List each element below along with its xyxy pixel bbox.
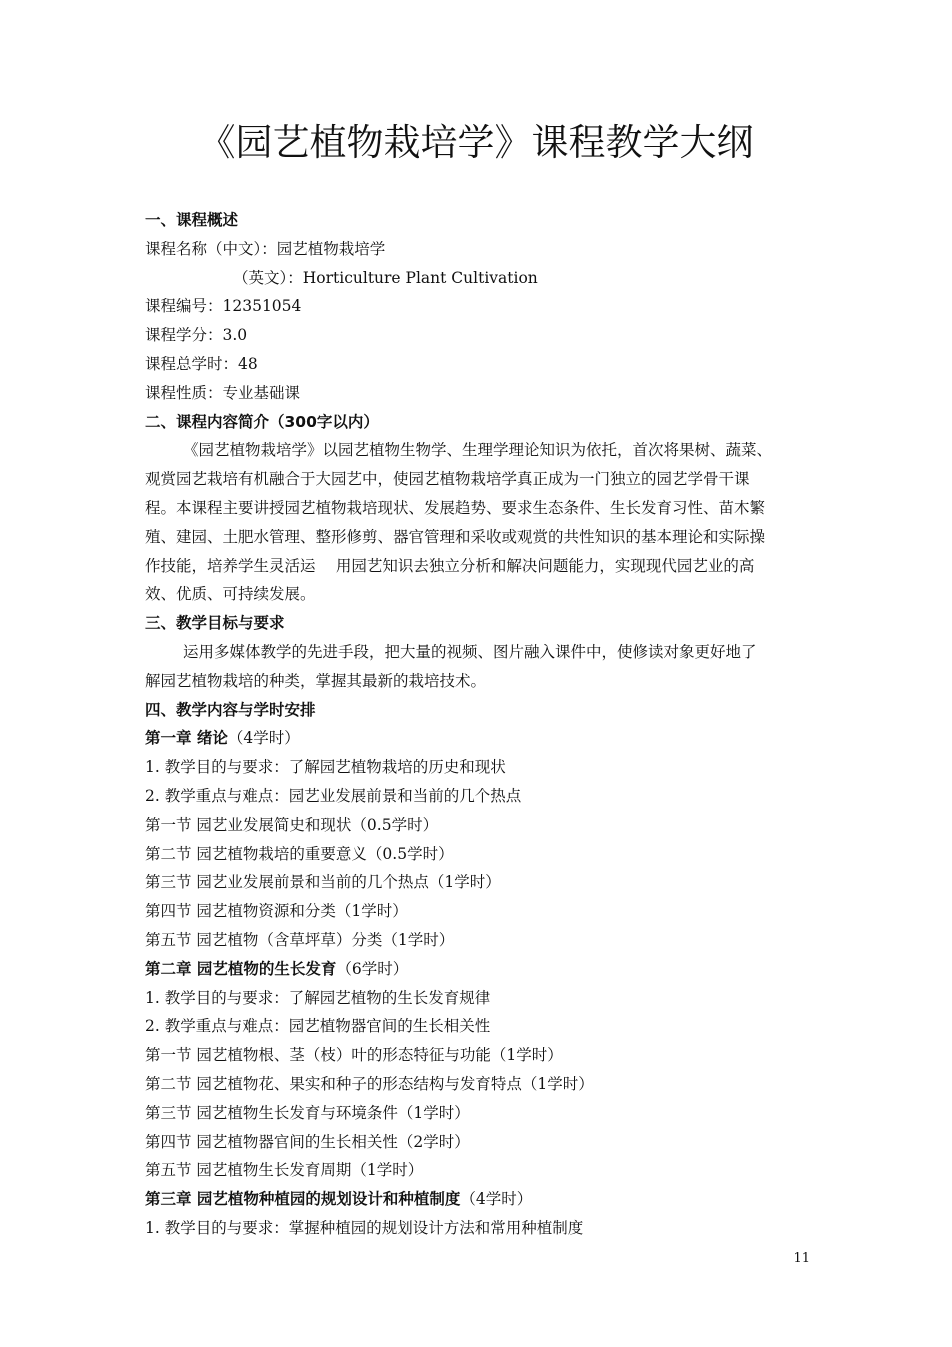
intro-line: 《园艺植物栽培学》以园艺植物生物学、生理学理论知识为依托，首次将果树、蔬菜、 (183, 441, 773, 460)
chapter-item: 1. 教学目的与要求：了解园艺植物栽培的历史和现状 (145, 758, 506, 777)
chapter-title: 第一章 绪论 (145, 729, 228, 748)
chapter-heading (145, 1185, 810, 1214)
course-credit: 课程学分：3.0 (145, 326, 248, 345)
course-name-en: （英文）：Horticulture Plant Cultivation (233, 268, 538, 287)
section-heading-overview: 一、课程概述 (145, 211, 239, 229)
chapter-item: 1. 教学目的与要求：了解园艺植物的生长发育规律 (145, 988, 491, 1007)
document-title: 《园艺植物栽培学》课程教学大纲 (198, 121, 754, 164)
intro-line: 效、优质、可持续发展。 (145, 585, 316, 604)
chapter-item: 第一节 园艺植物根、茎（枝）叶的形态特征与功能（1学时） (145, 1046, 563, 1065)
chapter-item: 第二节 园艺植物花、果实和种子的形态结构与发育特点（1学时） (145, 1074, 594, 1093)
intro-line: 作技能，培养学生灵活运 用园艺知识去独立分析和解决问题能力，实现现代园艺业的高 (145, 556, 755, 575)
course-hours: 课程总学时：48 (145, 354, 258, 373)
course-code: 课程编号：12351054 (145, 297, 302, 316)
chapter-heading (145, 724, 810, 753)
chapter-title: 第二章 园艺植物的生长发育 (145, 959, 337, 978)
goals-line: 解园艺植物栽培的种类，掌握其最新的栽培技术。 (145, 671, 487, 690)
chapter-item: 第四节 园艺植物器官间的生长相关性（2学时） (145, 1132, 470, 1151)
chapter-item: 2. 教学重点与难点：园艺植物器官间的生长相关性 (145, 1017, 491, 1036)
chapter-hours: （4学时） (227, 729, 300, 748)
course-nature: 课程性质：专业基础课 (145, 383, 301, 402)
chapter-item: 第五节 园艺植物生长发育周期（1学时） (145, 1161, 424, 1180)
chapter-heading (145, 955, 810, 984)
chapter-item: 第五节 园艺植物（含草坪草）分类（1学时） (145, 930, 455, 949)
course-name-cn: 课程名称（中文）：园艺植物栽培学 (145, 239, 386, 258)
chapter-item: 1. 教学目的与要求：掌握种植园的规划设计方法和常用种植制度 (145, 1218, 584, 1237)
intro-line: 观赏园艺栽培有机融合于大园艺中，使园艺植物栽培学真正成为一门独立的园艺学骨干课 (145, 470, 750, 489)
chapter-item: 第一节 园艺业发展简史和现状（0.5学时） (145, 815, 439, 834)
goals-line: 运用多媒体教学的先进手段，把大量的视频、图片融入课件中，使修读对象更好地了 (183, 642, 757, 661)
section-heading-content: 四、教学内容与学时安排 (145, 700, 316, 719)
chapter-title: 第三章 园艺植物种植园的规划设计和种植制度 (145, 1190, 461, 1209)
chapter-hours: （4学时） (460, 1190, 533, 1209)
intro-line: 程。本课程主要讲授园艺植物栽培现状、发展趋势、要求生态条件、生长发育习性、苗木繁 (145, 498, 766, 517)
page-number: 11 (793, 1251, 810, 1266)
chapter-hours: （6学时） (336, 959, 409, 978)
intro-line: 殖、建园、土肥水管理、整形修剪、器官管理和采收或观赏的共性知识的基本理论和实际操 (145, 527, 766, 546)
chapter-item: 第三节 园艺业发展前景和当前的几个热点（1学时） (145, 873, 501, 892)
section-heading-intro: 二、课程内容简介（300字以内） (145, 412, 379, 431)
chapter-item: 第二节 园艺植物栽培的重要意义（0.5学时） (145, 844, 454, 863)
chapter-item: 2. 教学重点与难点：园艺业发展前景和当前的几个热点 (145, 786, 522, 805)
chapter-item: 第四节 园艺植物资源和分类（1学时） (145, 902, 408, 921)
section-heading-goals: 三、教学目标与要求 (145, 614, 285, 633)
chapter-item: 第三节 园艺植物生长发育与环境条件（1学时） (145, 1103, 470, 1122)
document-body (145, 206, 810, 1243)
